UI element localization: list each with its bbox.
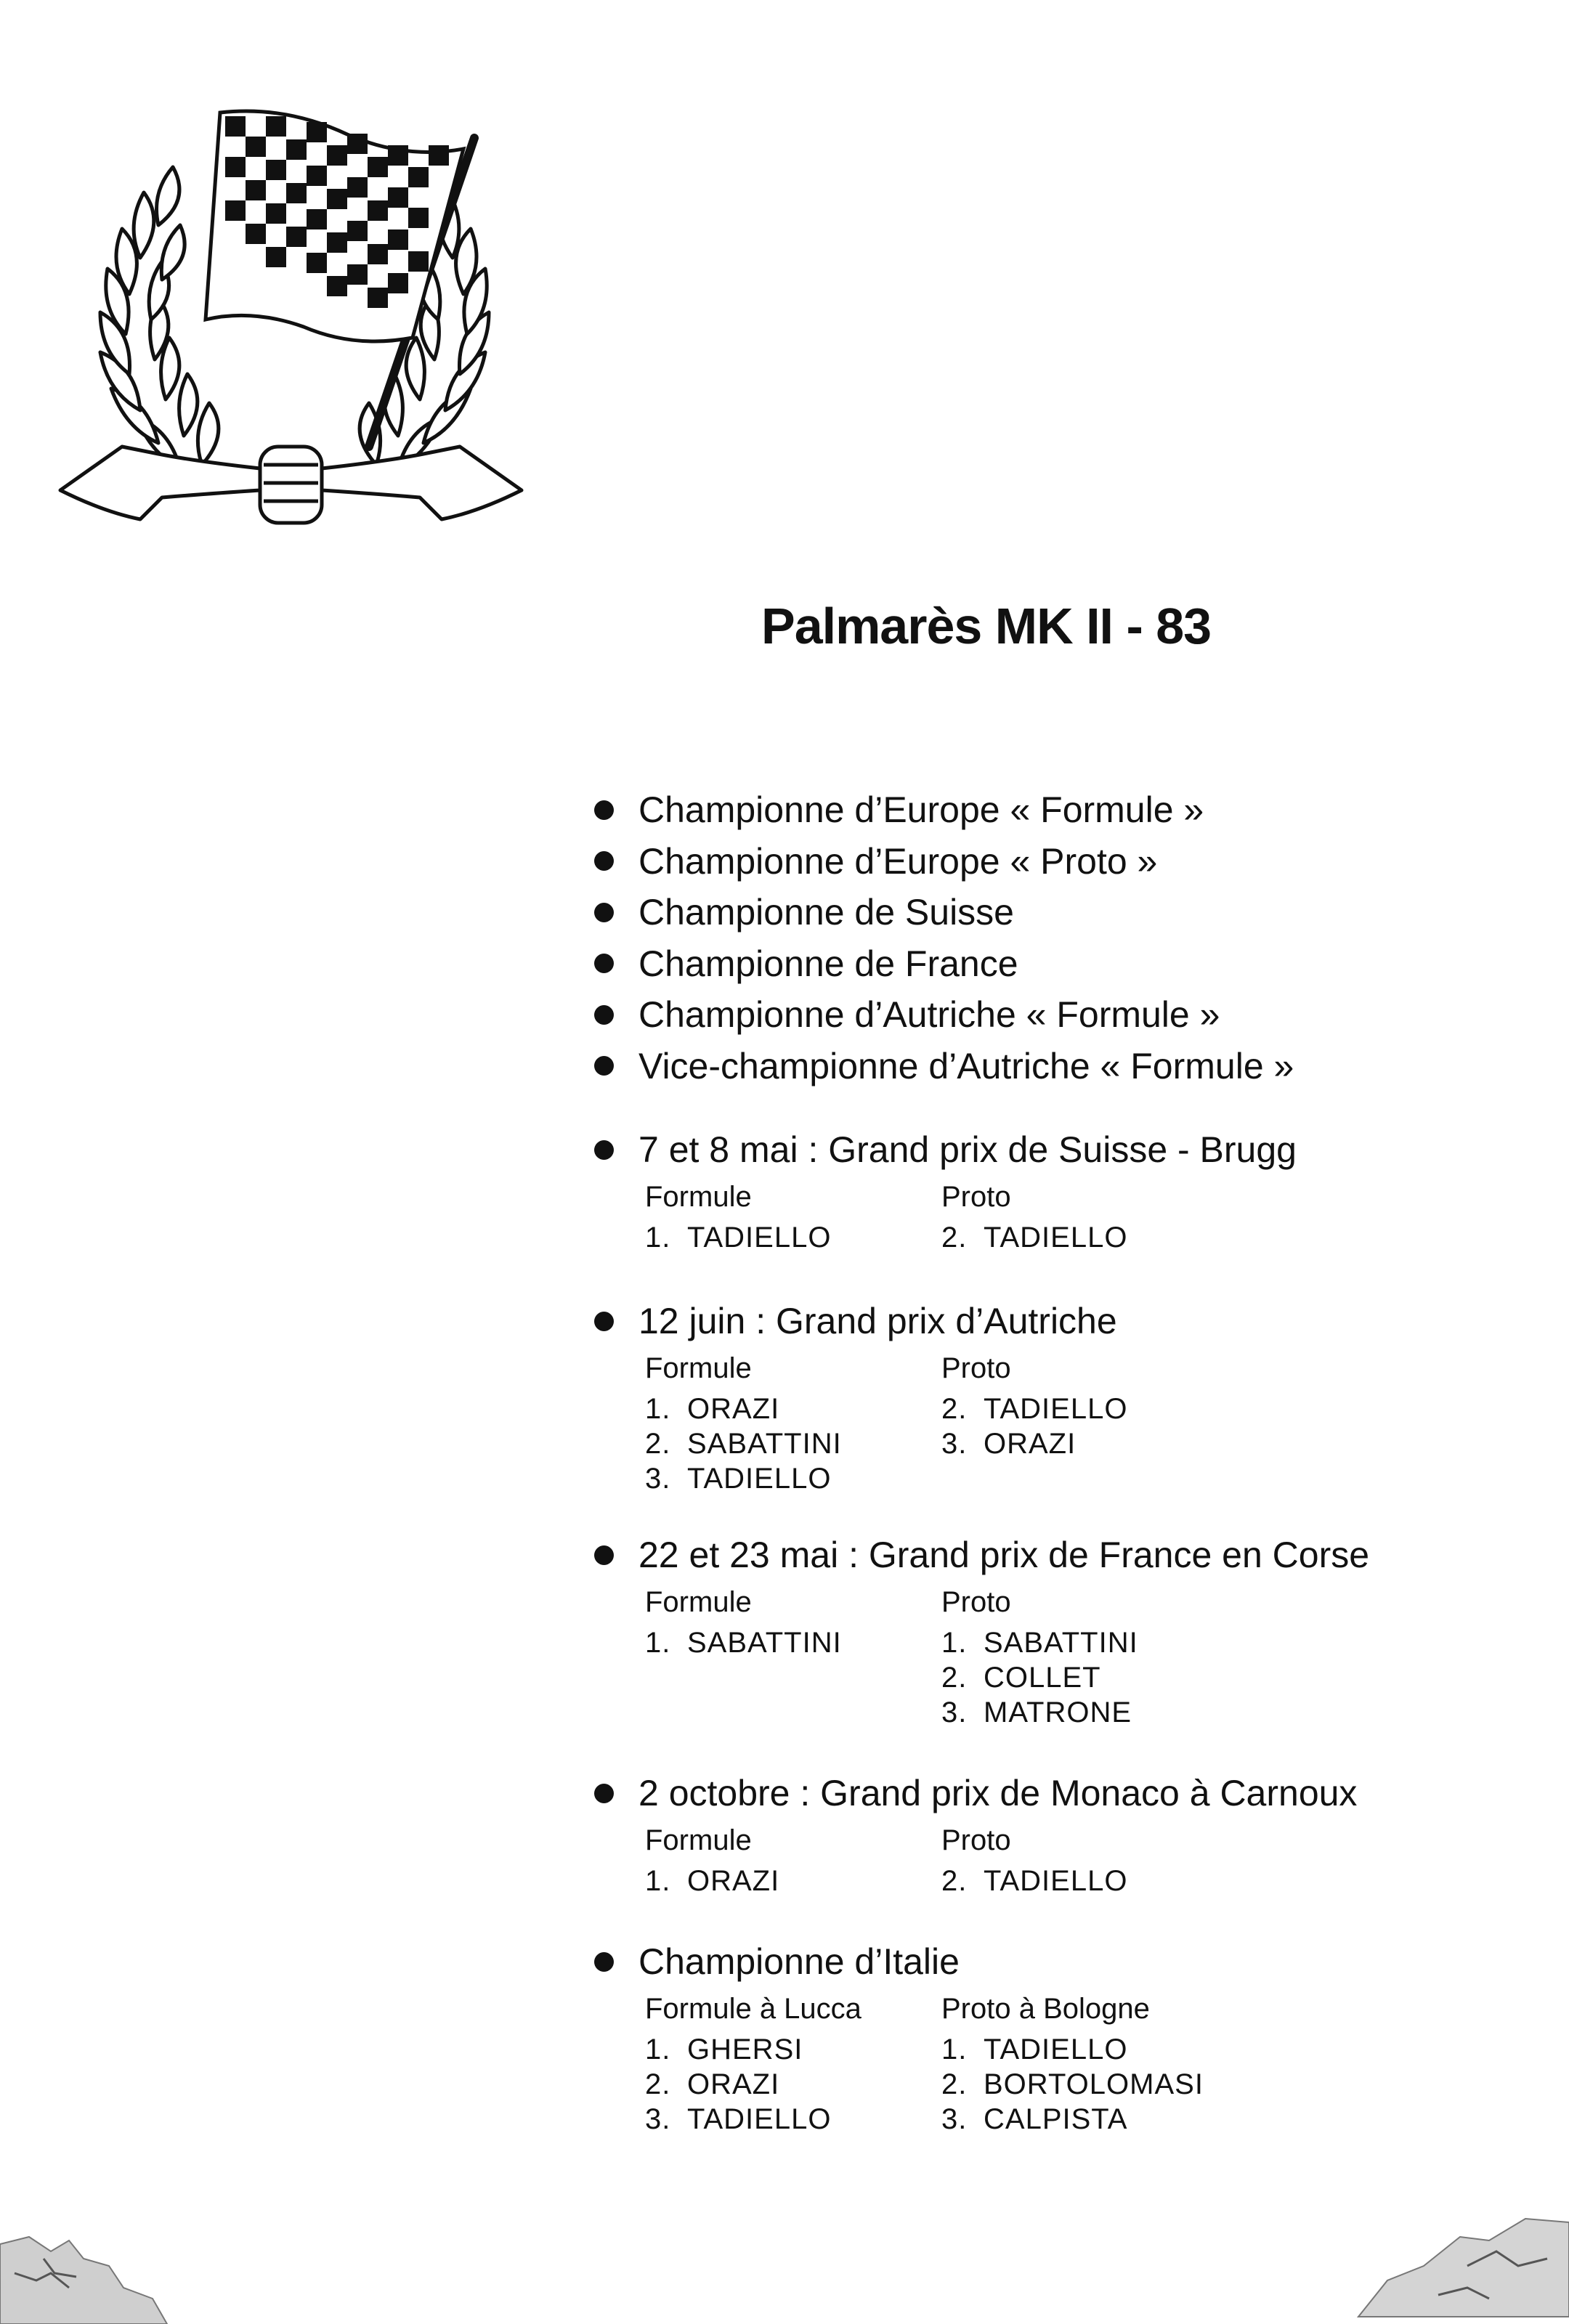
title-text: Championne d’Autriche « Formule » bbox=[638, 994, 1220, 1036]
event-block bbox=[594, 1296, 1369, 1496]
result-row bbox=[645, 2102, 941, 2137]
event-results bbox=[645, 1990, 1369, 2137]
event-block bbox=[594, 1529, 1369, 1730]
rank: 1. bbox=[645, 1865, 671, 1897]
rank: 2. bbox=[645, 2068, 671, 2100]
page-title: Palmarès MK II - 83 bbox=[761, 598, 1212, 654]
title-text: Championne de Suisse bbox=[638, 892, 1014, 933]
driver: CALPISTA bbox=[984, 2103, 1128, 2135]
title-item bbox=[594, 784, 1294, 836]
event-heading bbox=[594, 1124, 1369, 1175]
event-results bbox=[645, 1821, 1369, 1898]
rank: 3. bbox=[941, 1697, 968, 1728]
rank: 3. bbox=[941, 1428, 968, 1460]
rank: 2. bbox=[941, 1662, 968, 1694]
column-label: Proto bbox=[941, 1586, 1011, 1618]
driver: SABATTINI bbox=[984, 1627, 1138, 1659]
event-block bbox=[594, 1768, 1369, 1898]
result-row bbox=[941, 1864, 1238, 1898]
formule-column bbox=[645, 1178, 941, 1255]
rank: 1. bbox=[645, 1393, 671, 1425]
event-heading-text: 7 et 8 mai : Grand prix de Suisse - Brugg bbox=[638, 1129, 1297, 1170]
rank: 1. bbox=[645, 2033, 671, 2065]
driver: ORAZI bbox=[687, 1865, 780, 1897]
rank: 2. bbox=[941, 2068, 968, 2100]
driver: TADIELLO bbox=[984, 1222, 1128, 1254]
title-item bbox=[594, 938, 1294, 990]
rank: 1. bbox=[645, 1222, 671, 1254]
proto-column bbox=[941, 1349, 1238, 1496]
result-row bbox=[941, 2067, 1238, 2102]
proto-column bbox=[941, 1990, 1238, 2137]
formule-column bbox=[645, 1349, 941, 1496]
proto-column bbox=[941, 1821, 1238, 1898]
title-text: Championne d’Europe « Proto » bbox=[638, 840, 1158, 882]
column-label: Proto bbox=[941, 1824, 1011, 1856]
driver: GHERSI bbox=[687, 2033, 803, 2065]
bullet-icon bbox=[594, 954, 614, 973]
result-row bbox=[645, 1461, 941, 1496]
driver: TADIELLO bbox=[984, 2033, 1128, 2065]
event-results bbox=[645, 1349, 1369, 1496]
result-row bbox=[645, 1391, 941, 1426]
title-item bbox=[594, 836, 1294, 887]
bullet-icon bbox=[594, 851, 614, 871]
event-heading-text: 22 et 23 mai : Grand prix de France en Corse bbox=[638, 1535, 1370, 1575]
rank: 1. bbox=[645, 1627, 671, 1659]
column-label: Proto à Bologne bbox=[941, 1993, 1150, 2025]
result-row bbox=[645, 1220, 941, 1255]
event-results bbox=[645, 1178, 1369, 1255]
result-row bbox=[941, 2032, 1238, 2067]
bullet-icon bbox=[594, 1140, 614, 1160]
driver: TADIELLO bbox=[984, 1865, 1128, 1897]
rank: 1. bbox=[941, 2033, 968, 2065]
rank: 2. bbox=[645, 1428, 671, 1460]
column-label: Formule bbox=[645, 1586, 752, 1618]
result-row bbox=[941, 1391, 1238, 1426]
event-heading bbox=[594, 1936, 1369, 1987]
bullet-icon bbox=[594, 1312, 614, 1331]
title-text: Championne d’Europe « Formule » bbox=[638, 789, 1204, 831]
event-heading bbox=[594, 1296, 1369, 1346]
race-results bbox=[594, 1124, 1369, 2137]
bullet-icon bbox=[594, 1784, 614, 1803]
driver: TADIELLO bbox=[687, 2103, 832, 2135]
column-label: Proto bbox=[941, 1352, 1011, 1384]
result-row bbox=[645, 2067, 941, 2102]
event-heading-text: 2 octobre : Grand prix de Monaco à Carnoux bbox=[638, 1773, 1358, 1813]
title-item bbox=[594, 989, 1294, 1041]
bullet-icon bbox=[594, 1056, 614, 1076]
formule-column bbox=[645, 1990, 941, 2137]
column-label: Proto bbox=[941, 1181, 1011, 1213]
result-row bbox=[645, 1426, 941, 1461]
driver: TADIELLO bbox=[687, 1222, 832, 1254]
proto-column bbox=[941, 1583, 1238, 1730]
driver: TADIELLO bbox=[687, 1463, 832, 1495]
title-text: Vice-championne d’Autriche « Formule » bbox=[638, 1045, 1294, 1086]
event-block bbox=[594, 1936, 1369, 2137]
driver: ORAZI bbox=[984, 1428, 1077, 1460]
result-row bbox=[941, 1426, 1238, 1461]
bullet-icon bbox=[594, 800, 614, 820]
result-row bbox=[941, 1695, 1238, 1730]
formule-column bbox=[645, 1821, 941, 1898]
column-label: Formule à Lucca bbox=[645, 1993, 861, 2025]
result-row bbox=[941, 2102, 1238, 2137]
event-heading bbox=[594, 1768, 1369, 1819]
driver: TADIELLO bbox=[984, 1393, 1128, 1425]
driver: COLLET bbox=[984, 1662, 1101, 1694]
driver: ORAZI bbox=[687, 1393, 780, 1425]
title-text: Championne de France bbox=[638, 943, 1018, 984]
formule-column bbox=[645, 1583, 941, 1730]
title-item bbox=[594, 1041, 1294, 1092]
event-heading bbox=[594, 1529, 1369, 1580]
championship-titles-list bbox=[594, 784, 1294, 1092]
driver: ORAZI bbox=[687, 2068, 780, 2100]
title-item bbox=[594, 887, 1294, 938]
rank: 1. bbox=[941, 1627, 968, 1659]
driver: BORTOLOMASI bbox=[984, 2068, 1204, 2100]
laurel-wreath-checkered-flag-icon bbox=[57, 102, 587, 537]
rank: 2. bbox=[941, 1393, 968, 1425]
event-heading-text: Championne d’Italie bbox=[638, 1941, 960, 1982]
event-results bbox=[645, 1583, 1369, 1730]
event-block bbox=[594, 1124, 1369, 1255]
rank: 3. bbox=[941, 2103, 968, 2135]
rank: 3. bbox=[645, 1463, 671, 1495]
result-row bbox=[645, 2032, 941, 2067]
result-row bbox=[941, 1660, 1238, 1695]
driver: SABATTINI bbox=[687, 1428, 842, 1460]
column-label: Formule bbox=[645, 1824, 752, 1856]
driver: MATRONE bbox=[984, 1697, 1132, 1728]
bullet-icon bbox=[594, 1545, 614, 1565]
driver: SABATTINI bbox=[687, 1627, 842, 1659]
bullet-icon bbox=[594, 1005, 614, 1025]
result-row bbox=[941, 1220, 1238, 1255]
rank: 2. bbox=[941, 1222, 968, 1254]
event-heading-text: 12 juin : Grand prix d’Autriche bbox=[638, 1301, 1117, 1341]
bullet-icon bbox=[594, 1952, 614, 1972]
result-row bbox=[645, 1864, 941, 1898]
bullet-icon bbox=[594, 903, 614, 922]
result-row bbox=[645, 1625, 941, 1660]
result-row bbox=[941, 1625, 1238, 1660]
paper-tear-left bbox=[0, 2215, 218, 2324]
rank: 3. bbox=[645, 2103, 671, 2135]
rank: 2. bbox=[941, 1865, 968, 1897]
paper-tear-right bbox=[1293, 2208, 1569, 2324]
column-label: Formule bbox=[645, 1352, 752, 1384]
column-label: Formule bbox=[645, 1181, 752, 1213]
proto-column bbox=[941, 1178, 1238, 1255]
